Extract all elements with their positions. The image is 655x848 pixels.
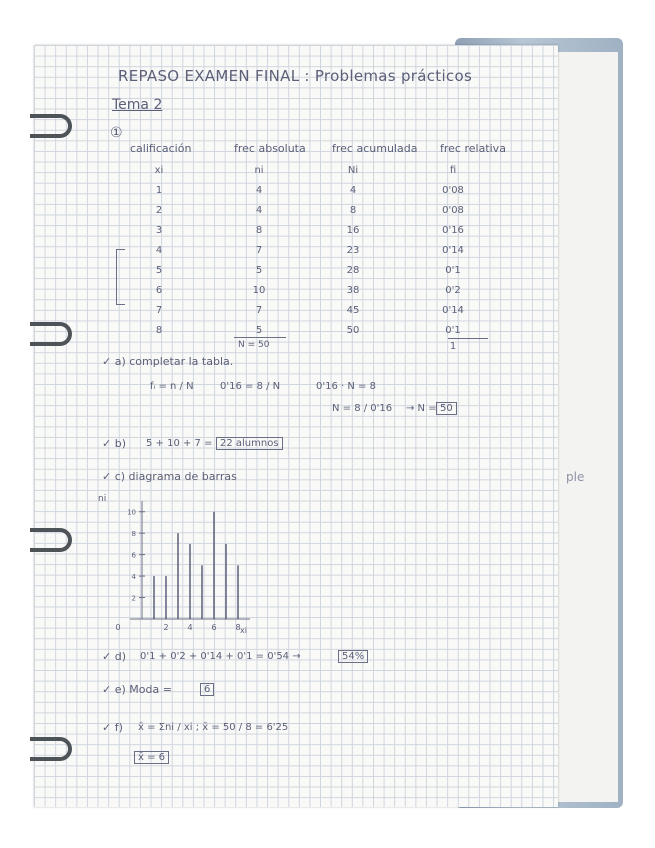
- cell-fi: 0'1: [445, 265, 461, 276]
- cell-xi: 2: [155, 205, 163, 216]
- part-f-result: x̄ = 6: [134, 751, 169, 764]
- x-axis-label: xi: [240, 626, 247, 635]
- cell-ni: 7: [255, 305, 263, 316]
- header-frec-acumulada: frec acumulada: [332, 142, 418, 155]
- cell-fi: 0'1: [445, 325, 461, 336]
- part-a-result: 50: [436, 402, 457, 415]
- part-f-label: ✓ f): [102, 721, 123, 734]
- cell-Ni: 8: [349, 205, 357, 216]
- part-b-expr: 5 + 10 + 7 =: [146, 438, 213, 449]
- cell-fi: 0'16: [442, 225, 464, 236]
- bars-group: [154, 512, 238, 619]
- part-b-label: ✓ b): [102, 437, 126, 450]
- cell-Ni: 23: [346, 245, 360, 256]
- y-tick-label: 6: [131, 551, 136, 560]
- y-axis-label: ni: [98, 494, 107, 504]
- cell-xi: 4: [155, 245, 163, 256]
- header-calificacion: calificación: [130, 142, 192, 155]
- cell-fi: 0'08: [442, 205, 464, 216]
- total-line-ni: [234, 337, 286, 338]
- header-frec-absoluta: frec absoluta: [234, 142, 306, 155]
- row-bracket: [116, 249, 125, 305]
- page-title: REPASO EXAMEN FINAL : Problemas prácticos: [118, 67, 473, 85]
- binder-ring: [30, 322, 72, 346]
- total-n: N = 50: [238, 340, 270, 350]
- y-tick-label: 4: [131, 573, 136, 582]
- part-e-result: 6: [200, 683, 214, 696]
- header-frec-relativa: frec relativa: [440, 142, 506, 155]
- x-ticks-group: [115, 623, 240, 632]
- total-f: 1: [449, 341, 457, 352]
- cell-fi: 0'2: [445, 285, 461, 296]
- part-c-label: ✓ c) diagrama de barras: [102, 470, 237, 483]
- symbol-Ni: Ni: [347, 165, 359, 176]
- cell-xi: 7: [155, 305, 163, 316]
- y-tick-label: 8: [131, 530, 136, 539]
- x-tick-label: 8: [235, 623, 241, 632]
- cell-ni: 5: [255, 325, 263, 336]
- part-d-expr: 0'1 + 0'2 + 0'14 + 0'1 = 0'54 →: [140, 651, 301, 662]
- symbol-ni: ni: [254, 165, 264, 176]
- cell-xi: 3: [155, 225, 163, 236]
- topic-heading: Tema 2: [112, 97, 163, 113]
- back-page-text: ple: [566, 470, 585, 484]
- cell-xi: 8: [155, 325, 163, 336]
- part-a-formula-2: 0'16 = 8 / N: [220, 381, 281, 392]
- cell-ni: 4: [255, 205, 263, 216]
- x-tick-label: 6: [211, 623, 217, 632]
- cell-Ni: 38: [346, 285, 360, 296]
- x-tick-label: 4: [187, 623, 193, 632]
- part-d-result: 54%: [338, 650, 368, 663]
- part-a-label: ✓ a) completar la tabla.: [102, 355, 234, 368]
- part-a-arrow: → N =: [406, 403, 437, 414]
- cell-Ni: 28: [346, 265, 360, 276]
- cell-xi: 1: [155, 185, 163, 196]
- cell-Ni: 4: [349, 185, 357, 196]
- part-a-formula-4: N = 8 / 0'16: [332, 403, 393, 414]
- cell-ni: 8: [255, 225, 263, 236]
- part-f-expr: x̄ = Σni / xi ; x̄ = 50 / 8 = 6'25: [138, 722, 289, 733]
- part-d-label: ✓ d): [102, 650, 126, 663]
- cell-xi: 5: [155, 265, 163, 276]
- x-tick-label: 0: [115, 623, 121, 632]
- grid-paper-page: [34, 45, 558, 807]
- cell-ni: 7: [255, 245, 263, 256]
- part-e-label: ✓ e) Moda =: [102, 683, 172, 696]
- cell-Ni: 16: [346, 225, 360, 236]
- x-tick-label: 2: [163, 623, 169, 632]
- exercise-number: ①: [110, 125, 123, 141]
- binder-ring: [30, 737, 72, 761]
- cell-ni: 5: [255, 265, 263, 276]
- part-a-formula-3: 0'16 · N = 8: [316, 381, 376, 392]
- binder-ring: [30, 114, 72, 138]
- part-b-result: 22 alumnos: [216, 437, 283, 450]
- binder-ring: [30, 528, 72, 552]
- symbol-xi: xi: [154, 165, 164, 176]
- symbol-fi: fi: [449, 165, 457, 176]
- y-tick-label: 2: [131, 594, 136, 603]
- cell-Ni: 45: [346, 305, 360, 316]
- cell-fi: 0'08: [442, 185, 464, 196]
- cell-ni: 4: [255, 185, 263, 196]
- cell-Ni: 50: [346, 325, 360, 336]
- cell-fi: 0'14: [442, 305, 464, 316]
- cell-fi: 0'14: [442, 245, 464, 256]
- part-a-formula-1: fᵢ = n / N: [150, 381, 194, 392]
- cell-ni: 10: [252, 285, 266, 296]
- cell-xi: 6: [155, 285, 163, 296]
- y-tick-label: 10: [127, 508, 136, 517]
- total-line-fi: [448, 338, 488, 339]
- bar-chart: [90, 491, 260, 641]
